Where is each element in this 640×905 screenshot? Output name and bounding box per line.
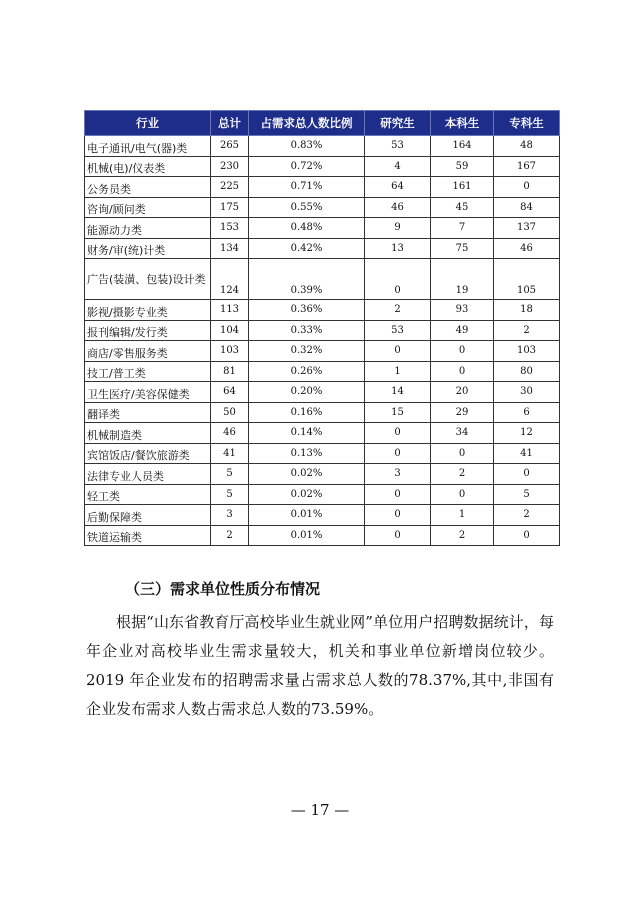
cell-graduate: 1 [365, 361, 431, 382]
table-row [85, 382, 560, 403]
cell-industry: 广告(装潢、包装)设计类 [85, 259, 211, 300]
cell-total: 81 [211, 361, 249, 382]
cell-college: 80 [494, 361, 560, 382]
header-ratio: 占需求总人数比例 [249, 111, 365, 136]
cell-ratio: 0.02% [249, 464, 365, 485]
header-college: 专科生 [494, 111, 560, 136]
cell-undergraduate: 0 [431, 443, 494, 464]
table-row [85, 505, 560, 526]
table-row [85, 423, 560, 444]
table-row [85, 259, 560, 300]
cell-industry: 影视/摄影专业类 [85, 300, 211, 321]
table-row [85, 300, 560, 321]
cell-college: 167 [494, 156, 560, 177]
cell-ratio: 0.14% [249, 423, 365, 444]
cell-ratio: 0.16% [249, 402, 365, 423]
cell-undergraduate: 34 [431, 423, 494, 444]
cell-ratio: 0.13% [249, 443, 365, 464]
cell-undergraduate: 161 [431, 177, 494, 198]
cell-college: 48 [494, 136, 560, 157]
cell-total: 64 [211, 382, 249, 403]
cell-college: 2 [494, 320, 560, 341]
cell-total: 2 [211, 525, 249, 546]
cell-ratio: 0.01% [249, 525, 365, 546]
cell-industry: 后勤保障类 [85, 505, 211, 526]
cell-ratio: 0.33% [249, 320, 365, 341]
cell-industry: 翻译类 [85, 402, 211, 423]
cell-ratio: 0.83% [249, 136, 365, 157]
cell-ratio: 0.20% [249, 382, 365, 403]
cell-graduate: 0 [365, 423, 431, 444]
cell-college: 105 [494, 259, 560, 300]
cell-graduate: 4 [365, 156, 431, 177]
table-row [85, 484, 560, 505]
industry-demand-table [84, 110, 560, 546]
cell-graduate: 2 [365, 300, 431, 321]
cell-total: 50 [211, 402, 249, 423]
page-number: — 17 — [290, 801, 350, 819]
cell-total: 175 [211, 197, 249, 218]
cell-undergraduate: 1 [431, 505, 494, 526]
cell-undergraduate: 59 [431, 156, 494, 177]
cell-graduate: 0 [365, 525, 431, 546]
cell-industry: 商店/零售服务类 [85, 341, 211, 362]
cell-undergraduate: 0 [431, 484, 494, 505]
cell-college: 2 [494, 505, 560, 526]
cell-total: 41 [211, 443, 249, 464]
cell-college: 6 [494, 402, 560, 423]
table-row [85, 156, 560, 177]
cell-undergraduate: 49 [431, 320, 494, 341]
cell-total: 5 [211, 484, 249, 505]
cell-total: 113 [211, 300, 249, 321]
cell-graduate: 15 [365, 402, 431, 423]
cell-graduate: 53 [365, 320, 431, 341]
cell-college: 46 [494, 238, 560, 259]
cell-industry: 技工/普工类 [85, 361, 211, 382]
cell-ratio: 0.42% [249, 238, 365, 259]
cell-industry: 轻工类 [85, 484, 211, 505]
header-graduate: 研究生 [365, 111, 431, 136]
cell-undergraduate: 164 [431, 136, 494, 157]
cell-ratio: 0.02% [249, 484, 365, 505]
header-industry: 行业 [85, 111, 211, 136]
cell-graduate: 0 [365, 505, 431, 526]
cell-total: 265 [211, 136, 249, 157]
cell-ratio: 0.48% [249, 218, 365, 239]
table-row [85, 177, 560, 198]
cell-total: 134 [211, 238, 249, 259]
table-row [85, 361, 560, 382]
cell-undergraduate: 29 [431, 402, 494, 423]
cell-industry: 宾馆饭店/餐饮旅游类 [85, 443, 211, 464]
cell-industry: 咨询/顾问类 [85, 197, 211, 218]
body-paragraph: 根据“山东省教育厅高校毕业生就业网”单位用户招聘数据统计，每年企业对高校毕业生需求量较大，机关和事业单位新增岗位较少。2019 年企业发布的招聘需求量占需求总人数的78.37%,其中,非国有企业发布需求人数占需求总人数的73.59%。 [86, 613, 554, 718]
cell-graduate: 64 [365, 177, 431, 198]
cell-graduate: 0 [365, 259, 431, 300]
cell-college: 5 [494, 484, 560, 505]
cell-total: 124 [211, 259, 249, 300]
cell-college: 30 [494, 382, 560, 403]
cell-graduate: 3 [365, 464, 431, 485]
cell-industry: 电子通讯/电气(器)类 [85, 136, 211, 157]
cell-graduate: 13 [365, 238, 431, 259]
table-row [85, 320, 560, 341]
cell-undergraduate: 19 [431, 259, 494, 300]
cell-undergraduate: 93 [431, 300, 494, 321]
cell-ratio: 0.26% [249, 361, 365, 382]
section-title: （三）需求单位性质分布情况 [125, 580, 321, 598]
cell-undergraduate: 75 [431, 238, 494, 259]
cell-college: 0 [494, 177, 560, 198]
cell-undergraduate: 45 [431, 197, 494, 218]
cell-industry: 机械(电)/仪表类 [85, 156, 211, 177]
cell-undergraduate: 7 [431, 218, 494, 239]
cell-undergraduate: 2 [431, 525, 494, 546]
header-total: 总计 [211, 111, 249, 136]
cell-college: 0 [494, 525, 560, 546]
cell-undergraduate: 20 [431, 382, 494, 403]
cell-college: 84 [494, 197, 560, 218]
cell-ratio: 0.71% [249, 177, 365, 198]
cell-ratio: 0.55% [249, 197, 365, 218]
cell-total: 230 [211, 156, 249, 177]
cell-graduate: 14 [365, 382, 431, 403]
cell-ratio: 0.32% [249, 341, 365, 362]
cell-college: 137 [494, 218, 560, 239]
cell-total: 3 [211, 505, 249, 526]
table-row [85, 464, 560, 485]
table-row [85, 341, 560, 362]
cell-undergraduate: 0 [431, 361, 494, 382]
cell-total: 225 [211, 177, 249, 198]
table-row [85, 197, 560, 218]
cell-graduate: 46 [365, 197, 431, 218]
table-body [85, 136, 560, 546]
cell-industry: 法律专业人员类 [85, 464, 211, 485]
cell-college: 41 [494, 443, 560, 464]
cell-ratio: 0.72% [249, 156, 365, 177]
industry-demand-table-container [84, 110, 559, 546]
header-undergraduate: 本科生 [431, 111, 494, 136]
cell-industry: 卫生医疗/美容保健类 [85, 382, 211, 403]
cell-college: 18 [494, 300, 560, 321]
table-row [85, 136, 560, 157]
cell-industry: 能源动力类 [85, 218, 211, 239]
cell-graduate: 9 [365, 218, 431, 239]
cell-college: 12 [494, 423, 560, 444]
cell-college: 0 [494, 464, 560, 485]
cell-total: 153 [211, 218, 249, 239]
cell-college: 103 [494, 341, 560, 362]
table-row [85, 402, 560, 423]
table-header-row [85, 111, 560, 136]
cell-ratio: 0.36% [249, 300, 365, 321]
cell-graduate: 53 [365, 136, 431, 157]
table-row [85, 218, 560, 239]
table-row [85, 238, 560, 259]
cell-total: 104 [211, 320, 249, 341]
table-row [85, 443, 560, 464]
cell-total: 46 [211, 423, 249, 444]
cell-industry: 财务/审(统)计类 [85, 238, 211, 259]
cell-undergraduate: 0 [431, 341, 494, 362]
cell-total: 103 [211, 341, 249, 362]
cell-graduate: 0 [365, 484, 431, 505]
cell-graduate: 0 [365, 443, 431, 464]
cell-ratio: 0.01% [249, 505, 365, 526]
cell-industry: 机械制造类 [85, 423, 211, 444]
cell-total: 5 [211, 464, 249, 485]
cell-undergraduate: 2 [431, 464, 494, 485]
cell-industry: 公务员类 [85, 177, 211, 198]
cell-ratio: 0.39% [249, 259, 365, 300]
table-row [85, 525, 560, 546]
cell-graduate: 0 [365, 341, 431, 362]
cell-industry: 铁道运输类 [85, 525, 211, 546]
cell-industry: 报刊编辑/发行类 [85, 320, 211, 341]
